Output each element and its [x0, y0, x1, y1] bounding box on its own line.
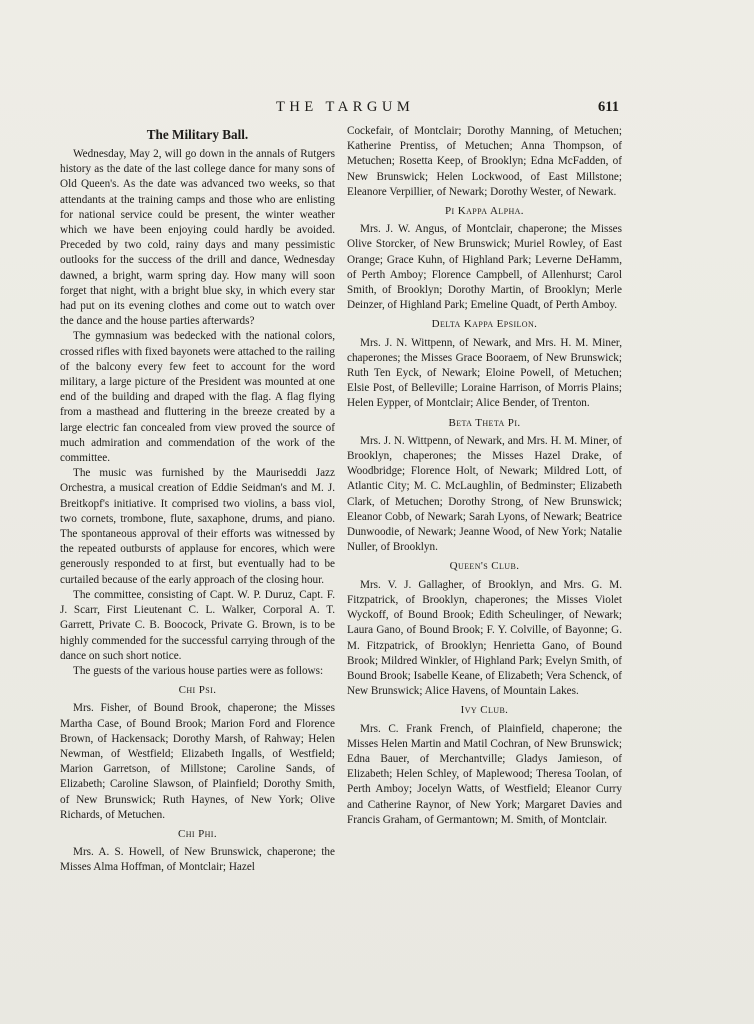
guest-list: Mrs. Fisher, of Bound Brook, chaperone; the Misses Martha Case, of Bound Brook; Marion Ford and Florence Brown, of Hackensack; Dorothy Marsh, of Rahway; Helen Newman, of Westfield; Elizabeth Ingalls, of Westfield; Marion Garretson, of Millstone; Caroline Sands, of Elizabeth; Caroline Slawson, of Plainfield; Dorothy Smith, of New Brunswick; Ruth Haynes, of New York; Olive Richards, of Metuchen. [60, 702, 335, 821]
section-heading: Beta Theta Pi. [448, 416, 521, 429]
article-paragraph: The guests of the various house parties were as follows: [73, 664, 324, 677]
section-heading: Chi Psi. [178, 684, 217, 697]
section-heading: Queen's Club. [449, 560, 520, 573]
section-heading: Pi Kappa Alpha. [445, 205, 524, 218]
section-heading: Chi Phi. [177, 827, 218, 840]
guest-list-continued: Cockefair, of Montclair; Dorothy Manning, of Metuchen; Katherine Prentiss, of Metuchen; Anna Thompson, of Metuchen; Rosetta Keep, of Brooklyn; Edna McFadden, of New Brunswick; Helen Lockwood, of East Millstone; Eleanore Verpillier, of Newark; Dorothy Wester, of Newark. [347, 125, 622, 198]
article-paragraph: The gymnasium was bedecked with the national colors, crossed rifles with fixed bayonets were attached to the railing of the balcony every few feet to account for the word military, a large picture of the President was mounted at one end of the building and draped with the flag. A flag flying from a masthead and fluttering in the breeze created by a large electric fan concealed from view proved the source of much admiration and commendation of the work of the committee. [60, 330, 335, 465]
right-column [347, 124, 622, 828]
article-title: The Military Ball. [146, 127, 249, 142]
guest-list: Mrs. C. Frank French, of Plainfield, chaperone; the Misses Helen Martin and Matil Cochran, of New Brunswick; Edna Bauer, of Merchantville; Gladys Jamieson, of Elizabeth; Helen Schley, of Maplewood; Theresa Toolan, of Perth Amboy; Jocelyn Watts, of Westfield; Eleanor Curry and Catherine Raynor, of New York; Margaret Davies and Francis Graham, of Germantown; M. Smith, of Montclair. [347, 722, 622, 826]
article-paragraph: Wednesday, May 2, will go down in the annals of Rutgers history as the date of the last college dance for many sons of Old Queen's. As the date was advanced two weeks, so that attendants at the training camps and those who are enlisting for national service could be present, the winter weather which we have been enjoying could hardly be avoided. Preceded by two cold, rainy days and many pessimistic outlooks for the success of the drill and dance, Wednesday dawned, a bright, warm spring day. How many will soon forget that night, with a bright blue sky, in which every star had put on its evening clothes and come out to watch over the dance and the house parties afterwards? [60, 148, 335, 328]
guest-list: Mrs. J. N. Wittpenn, of Newark, and Mrs. H. M. Miner, of Brooklyn, chaperones; the Misses Hazel Drake, of Woodbridge; Florence Holt, of Newark; Mildred Lott, of Atlantic City; M. C. McLaughlin, of Bedminster; Elizabeth Clark, of Metuchen; Dorothy Strong, of New Brunswick; Eleanor Cobb, of Newark; Sarah Lyons, of Newark; Beatrice Dunwoodie, of Newark; Jeanne Wood, of New York; Natalie Nuller, of Brooklyn. [347, 434, 622, 554]
guest-list: Mrs. V. J. Gallagher, of Brooklyn, and Mrs. G. M. Fitzpatrick, of Brooklyn, chaperones; the Misses Violet Wyckoff, of Bound Brook; Edith Scheulinger, of Newark; Laura Gano, of Bound Brook; F. Y. Colville, of Bayonne; G. M. Fitzpatrick, of Brooklyn; Henrietta Gano, of Bound Brook; Mildred Winkler, of Highland Park; Evelyn Smith, of Bound Brook; Isabelle Keane, of Elizabeth; Vera Schenck, of New Brunswick; Alice Havens, of Mountain Lakes. [347, 578, 622, 698]
section-heading: Ivy Club. [460, 704, 509, 717]
running-header [0, 99, 754, 119]
guest-list: Mrs. J. W. Angus, of Montclair, chaperone; the Misses Olive Storcker, of New Brunswick; Muriel Rowley, of East Orange; Grace Kuhn, of Highland Park; Leverne DeHamm, of Perth Amboy; Florence Campbell, of Allenhurst; Carol Smith, of Brooklyn; Dorothy Martin, of Brooklyn; Merle Deinzer, of Highland Park; Emeline Quadt, of Perth Amboy. [347, 223, 622, 312]
section-heading: Delta Kappa Epsilon. [431, 318, 538, 331]
article-paragraph: The committee, consisting of Capt. W. P. Duruz, Capt. F. J. Scarr, First Lieutenant C. L. Walker, Corporal A. T. Garrett, Private C. B. Boocock, Private G. Brown, is to be highly commended for the successful carrying through of the dance on such short notice. [60, 588, 335, 662]
guest-list: Mrs. A. S. Howell, of New Brunswick, chaperone; the Misses Alma Hoffman, of Montclair; Hazel [60, 846, 335, 874]
left-column [60, 124, 335, 876]
article-paragraph: The music was furnished by the Mauriseddi Jazz Orchestra, a musical creation of Eddie Seidman's and M. J. Breitkopf's initiative. It comprised two violins, a bass viol, two cornets, trombone, flute, saxaphone, drums, and piano. The spontaneous approval of their efforts was witnessed by the repeated outbursts of applause for encores, which were generously responded to at first, but eventually had to be curtailed because of the early approach of the closing hour. [60, 467, 335, 586]
page-number: 611 [598, 99, 619, 115]
guest-list: Mrs. J. N. Wittpenn, of Newark, and Mrs. H. M. Miner, chaperones; the Misses Grace Booraem, of New Brunswick; Ruth Ten Eyck, of Newark; Eloine Powell, of Metuchen; Elsie Post, of Belleville; Loraine Harrison, of Morris Plains; Helen Eypper, of Montclair; Alice Bender, of Trenton. [347, 336, 622, 410]
journal-title: THE TARGUM [276, 99, 415, 115]
